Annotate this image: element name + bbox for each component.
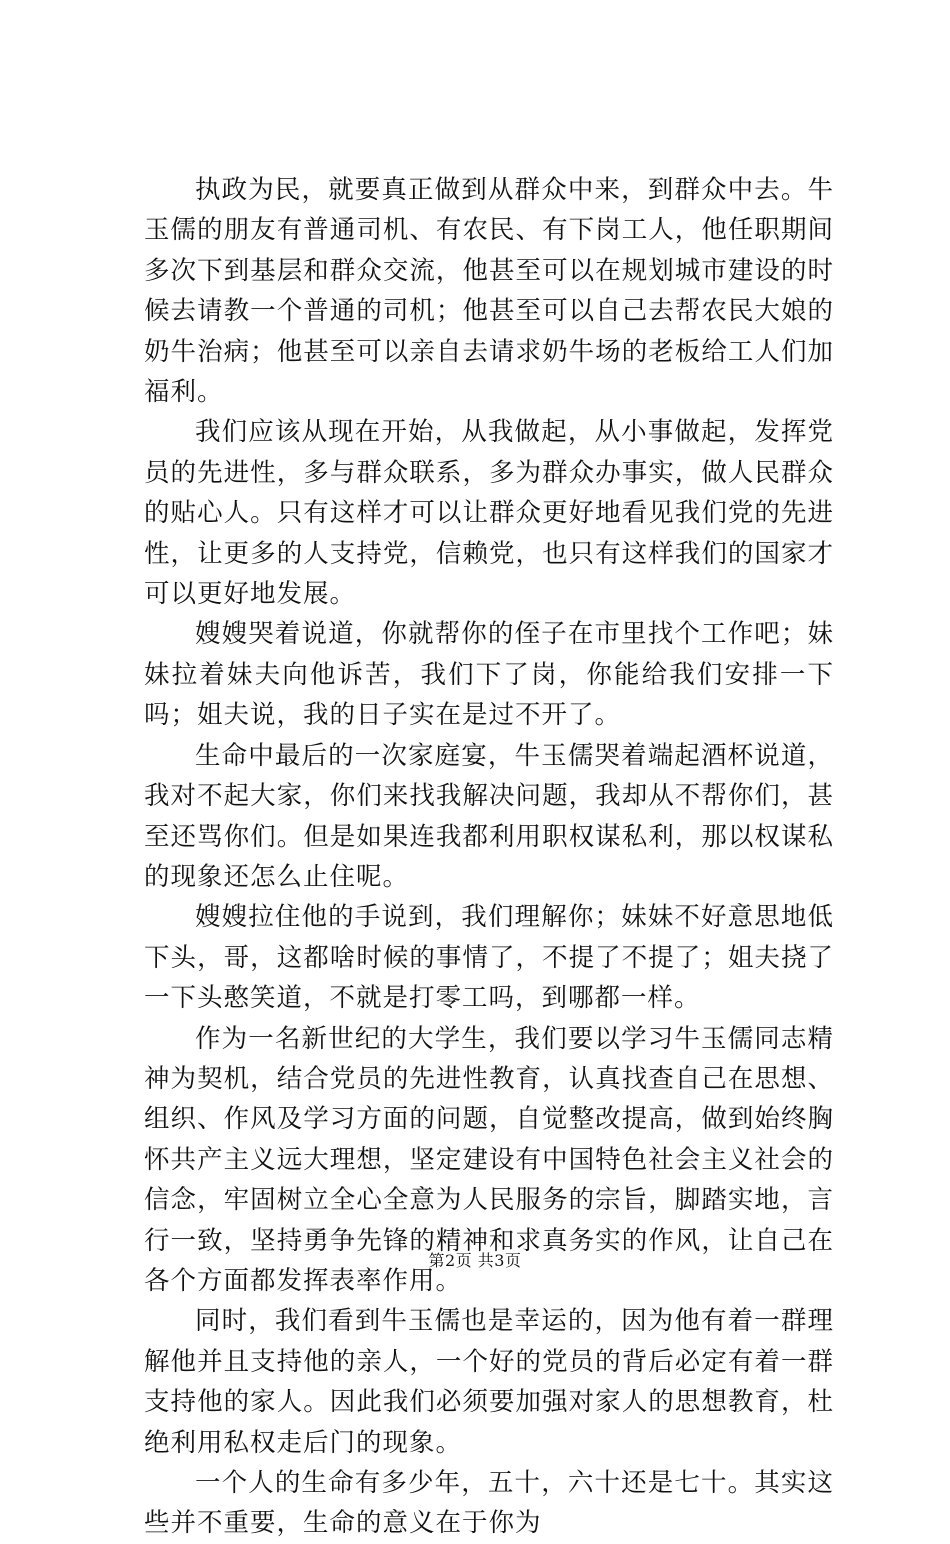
- paragraph: 我们应该从现在开始，从我做起，从小事做起，发挥党员的先进性，多与群众联系，多为群众办事实，做人民群众的贴心人。只有这样才可以让群众更好地看见我们党的先进性，让更多的人支持党，信赖党，也只有这样我们的国家才可以更好地发展。: [144, 417, 834, 610]
- page-footer: 第2页 共3页: [428, 1251, 522, 1270]
- paragraph: 作为一名新世纪的大学生，我们要以学习牛玉儒同志精神为契机，结合党员的先进性教育，认真找查自己在思想、组织、作风及学习方面的问题，自觉整改提高，做到始终胸怀共产主义远大理想，坚定建设有中国特色社会主义社会的信念，牢固树立全心全意为人民服务的宗旨，脚踏实地，言行一致，坚持勇争先锋的精神和求真务实的作风，让自己在各个方面都发挥表率作用。: [144, 1023, 834, 1296]
- paragraph: 同时，我们看到牛玉儒也是幸运的，因为他有着一群理解他并且支持他的亲人，一个好的党员的背后必定有着一群支持他的家人。因此我们必须要加强对家人的思想教育，杜绝利用私权走后门的现象。: [144, 1306, 834, 1458]
- paragraph: 一个人的生命有多少年，五十，六十还是七十。其实这些并不重要，生命的意义在于你为: [144, 1468, 834, 1539]
- paragraph: 嫂嫂哭着说道，你就帮你的侄子在市里找个工作吧；妹妹拉着妹夫向他诉苦，我们下了岗，你能给我们安排一下吗；姐夫说，我的日子实在是过不开了。: [144, 619, 834, 731]
- paragraph: 执政为民，就要真正做到从群众中来，到群众中去。牛玉儒的朋友有普通司机、有农民、有下岗工人，他任职期间多次下到基层和群众交流，他甚至可以在规划城市建设的时候去请教一个普通的司机；他甚至可以自己去帮农民大娘的奶牛治病；他甚至可以亲自去请求奶牛场的老板给工人们加福利。: [144, 175, 834, 408]
- paragraph: 生命中最后的一次家庭宴，牛玉儒哭着端起酒杯说道，我对不起大家，你们来找我解决问题，我却从不帮你们，甚至还骂你们。但是如果连我都利用职权谋私利，那以权谋私的现象还怎么止住呢。: [144, 740, 834, 892]
- document-body: [144, 170, 834, 1544]
- paragraph: 嫂嫂拉住他的手说到，我们理解你；妹妹不好意思地低下头，哥，这都啥时候的事情了，不提了不提了；姐夫挠了一下头憨笑道，不就是打零工吗，到哪都一样。: [144, 902, 834, 1014]
